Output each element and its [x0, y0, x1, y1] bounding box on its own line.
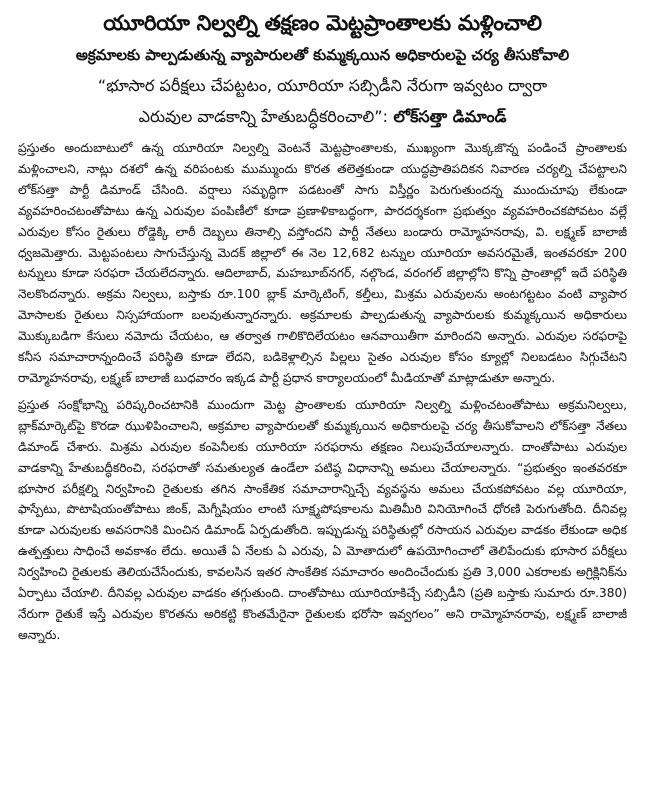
- headline: యూరియా నిల్వల్ని తక్షణం మెట్టప్రాంతాలకు మళ్లించాలి: [103, 11, 542, 35]
- quote-line-2: [18, 101, 627, 132]
- subheadline: అక్రమాలకు పాల్పడుతున్న వ్యాపారులతో కుమ్మక్కయిన అధికారులపై చర్య తీసుకోవాలి: [75, 46, 570, 64]
- body-paragraph-1: ప్రస్తుతం అందుబాటులో ఉన్న యూరియా నిల్వల్ని వెంటనే మెట్టప్రాంతాలకు, ముఖ్యంగా మొక్కజొన్న పండించే ప్రాంతాలకు మళ్లించాలని, నాట్లు దశలో ఉన్న వరిపంటకు ముమ్ముందు కొరత తలెత్తకుండా యుద్ధప్రాతిపదికన నివారణ చర్యల్ని చేపట్టాలని లోక్‌సత్తా పార్టీ డిమాండ్ చేసింది. వర్షాలు సమృద్ధిగా పడటంతో సాగు విస్తీర్ణం పెరుగుతుందన్న ముందుచూపు లేకుండా వ్యవహరించటంతోపాటు ఉన్న ఎరువుల పంపిణీలో కూడా ప్రణాళికాబద్ధంగా, పారదర్శకంగా ప్రభుత్వం వ్యవహరించకపోవటం వల్లే ఎరువుల కోసం రైతులు రోడ్డెక్కి లాఠీ దెబ్బలు తినాల్సి వస్తోందని పార్టీ నేతలు బండారు రామ్మోహనరావు, వి. లక్ష్మణ్ బాలాజీ ధ్వజమెత్తారు. మెట్టపంటలు సాగుచేస్తున్న మెదక్ జిల్లాలో ఈ నెల 12,682 టన్నుల యూరియా అవసరమైతే, ఇంతవరకూ 200 టన్నులు కూడా సరఫరా చేయలేదన్నారు. ఆదిలాబాద్, మహబూబ్‌నగర్, నల్గొండ, వరంగల్ జిల్లాల్లోని కొన్ని ప్రాంతాల్లో ఇదే పరిస్థితి నెలకొందన్నారు. అక్రమ నిల్వలు, బస్తాకు రూ.100 బ్లాక్ మార్కెటింగ్, కల్తీలు, మిశ్రమ ఎరువులను అంటగట్టటం వంటి వ్యాపార మోసాలకు రైతులు నిస్సహాయంగా బలవుతున్నారన్నారు. అక్రమాలకు పాల్పడుతున్న వ్యాపారులకు కుమ్మక్కయిన అధికారులు మొక్కుబడిగా కేసులు నమోదు చేయటం, ఆ తర్వాత గాలికొదిలేయటం ఆనవాయితీగా మారిందని అన్నారు. ఎరువుల సరఫరాపై కనీస సమాచారాన్నందించే పరిస్థితి కూడా లేదని, బడికెళ్లాల్సిన పిల్లలు సైతం ఎరువుల కోసం క్యూల్లో నిలబడటం సిగ్గుచేటని రామ్మోహనరావు, లక్ష్మణ్ బాలాజీ బుధవారం ఇక్కడ పార్టీ ప్రధాన కార్యాలయంలో మీడియాతో మాట్లాడుతూ అన్నారు.: [18, 141, 627, 385]
- quote-line-1: [18, 70, 627, 101]
- body-paragraph-2: ప్రస్తుత సంక్షోభాన్ని పరిష్కరించటానికి ముందుగా మెట్ట ప్రాంతాలకు యూరియా నిల్వల్ని మళ్లించటంతోపాటు అక్రమనిల్వలు, బ్లాక్‌మార్కెట్‌పై కొరడా ఝుళిపించాలని, అక్రమాల వ్యాపారులతో కుమ్మక్కయిన అధికారులపై చర్య తీసుకోవాలని లోక్‌సత్తా నేతలు డిమాండ్ చేశారు. మిశ్రమ ఎరువుల కంపెనీలకు యూరియా సరఫరాను తక్షణం నిలుపుచేయాలన్నారు. దాంతోపాటు ఎరువుల వాడకాన్ని హేతుబద్ధీకరించి, సరఫరాతో సమతుల్యత ఉండేలా పటిష్ఠ విధానాన్ని అమలు చేయాలన్నారు. “ప్రభుత్వం ఇంతవరకూ భూసార పరీక్షల్ని నిర్వహించి రైతులకు తగిన సాంకేతిక సమాచారాన్నిచ్చే వ్యవస్థను అమలు చేయకపోవటం వల్ల యూరియా, ఫాస్పేటు, పొటాషియంతోపాటు జింక్, మెగ్నీషియం లాంటి సూక్ష్మపోషకాలను మితిమీరి వినియోగించే ధోరణి పెరుగుతోంది. దీనివల్ల కూడా ఎరువులకు అవసరానికి మించిన డిమాండ్ ఏర్పడుతోంది. ఇప్పుడున్న పరిస్థితుల్లో రసాయన ఎరువుల వాడకం లేకుండా అధిక ఉత్పత్తులు సాధించే అవకాశం లేదు. అయితే ఏ నేలకు ఏ ఎరువు, ఏ మోతాదులో ఉపయోగించాలో తెలిపేందుకు భూసార పరీక్షలు నిర్వహించి రైతులకు తెలియచేసేందుకు, కావలసిన ఇతర సాంకేతిక సమాచారం అందించేందుకు ప్రతి 3,000 ఎకరాలకు అగ్రిక్లినిక్‌ను ఏర్పాటు చేయాలి. దీనివల్ల ఎరువుల వాడకం తగ్గుతుంది. దాంతోపాటు యూరియాకిచ్చే సబ్సిడీని (ప్రతి బస్తాకు సుమారు రూ.380) నేరుగా రైతుకే ఇస్తే ఎరువుల కొరతను అరికట్టి కొంతమేరైనా రైతులకు భరోసా ఇవ్వగలం” అని రామ్మోహనరావు, లక్ష్మణ్ బాలాజీ అన్నారు.: [18, 397, 627, 642]
- quote-text-2: ఎరువుల వాడకాన్ని హేతుబద్ధీకరించాలి”:: [138, 107, 388, 126]
- quote-text-1: “భూసార పరీక్షలు చేపట్టటం, యూరియా సబ్సిడీని నేరుగా ఇవ్వటం ద్వారా: [97, 76, 548, 95]
- quote-credit: లోక్‌సత్తా డిమాండ్: [387, 107, 507, 126]
- quote-block: [18, 70, 627, 132]
